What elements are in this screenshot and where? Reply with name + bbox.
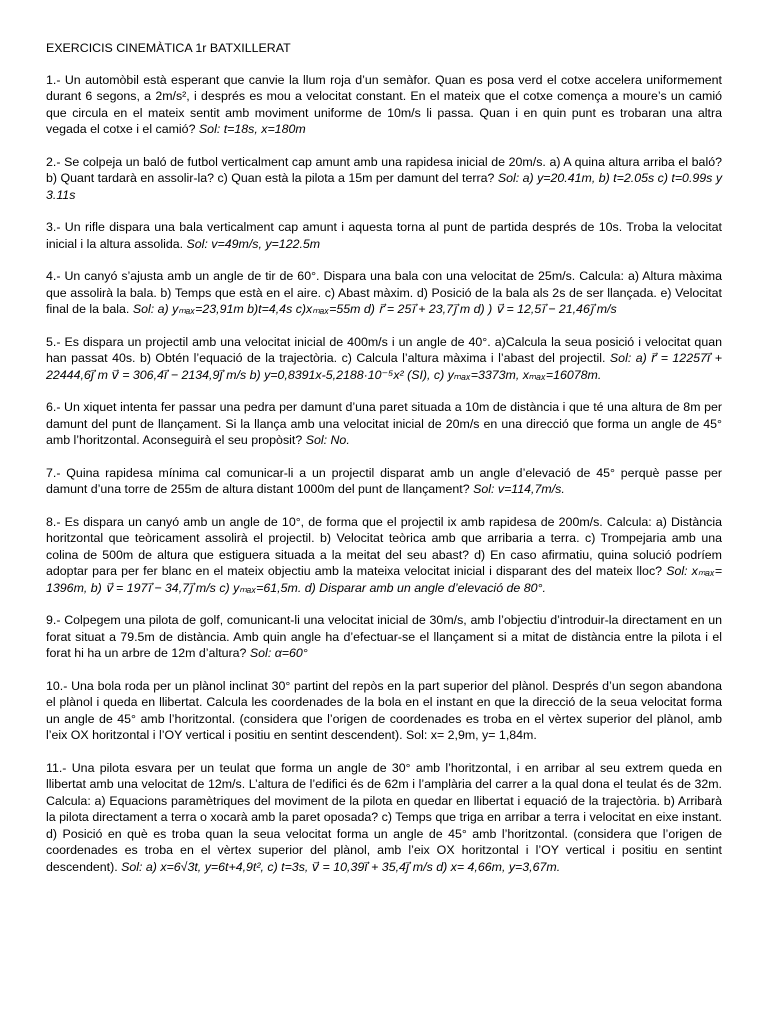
problem-text: 1.- Un automòbil està esperant que canvie la llum roja d’un semàfor. Quan es posa verd el cotxe accelera uniformement durant 6 segons, a 2m/s², i després es mou a velocitat constant. En el mateix que el cotxe comença a moure’s un camió que circula en el mateix sentit amb moviment uniforme de 10m/s li passa. Quan i en quin punt es trobaran una altra vegada el cotxe i el camió? xyxy=(46,72,722,136)
solution: Sol: a) r⃗ = 12257i⃗ + 22444,6j⃗ m v⃗ = 306,4i⃗ − 2134,9j⃗ m/s b) y=0,8391x-5,2188·10⁻⁵x² (SI), c) yₘₐₓ=3373m, xₘₐₓ=16078m. xyxy=(46,351,722,382)
problem-11 xyxy=(46,760,722,876)
problem-4 xyxy=(46,268,722,318)
problem-text: 5.- Es dispara un projectil amb una velocitat inicial de 400m/s i un angle de 40°. a)Calcula la seua posició i velocitat quan han passat 40s. b) Obtén l’equació de la trajectòria. c) Calcula l’altura màxima i l’abast del projectil. xyxy=(46,334,722,365)
document-title: EXERCICIS CINEMÀTICA 1r BATXILLERAT xyxy=(46,41,291,55)
problem-3 xyxy=(46,219,722,252)
problem-text: 3.- Un rifle dispara una bala verticalment cap amunt i aquesta torna al punt de partida després de 10s. Troba la velocitat inicial i la altura assolida. xyxy=(46,220,722,251)
problem-text: 2.- Se colpeja un baló de futbol verticalment cap amunt amb una rapidesa inicial de 20m/s. a) A quina altura arriba el baló? b) Quant tardarà en assolir-la? c) Quan està la pilota a 15m per damunt del terra? xyxy=(46,154,722,185)
problem-8 xyxy=(46,514,722,597)
solution: Sol: t=18s, x=180m xyxy=(198,122,306,136)
problem-7 xyxy=(46,465,722,498)
problem-text: 4.- Un canyó s’ajusta amb un angle de tir de 60°. Dispara una bala con una velocitat de 25m/s. Calcula: a) Altura màxima que assolirà la bala. b) Temps que està en el aire. c) Abast màxim. d) Posició de la bala als 2s de ser llançada. e) Velocitat final de la bala. xyxy=(46,269,722,316)
problem-text: 7.- Quina rapidesa mínima cal comunicar-li a un projectil disparat amb un angle d’elevació de 45° perquè passe per damunt d’una torre de 255m de altura distant 1000m del punt de llançament? xyxy=(46,465,722,496)
problem-text: 9.- Colpegem una pilota de golf, comunicant-li una velocitat inicial de 30m/s, amb l’objectiu d’introduir-la directament en un forat situat a 79.5m de distància. Amb quin angle ha d’efectuar-se el llançament si a mitat de distància entre la pilota i el forat hi ha un arbre de 12m d’altura? xyxy=(46,613,722,660)
solution: Sol: a) x=6√3t, y=6t+4,9t², c) t=3s, v⃗ = 10,39i⃗ + 35,4j⃗ m/s d) x= 4,66m, y=3,67m. xyxy=(121,859,561,874)
problem-5 xyxy=(46,334,722,384)
problem-6 xyxy=(46,399,722,449)
problem-text: 6.- Un xiquet intenta fer passar una pedra per damunt d’una paret situada a 10m de distància i que té una altura de 8m per damunt del punt de llançament. Si la llança amb una velocitat inicial de 20m/s en una direcció que forma un angle de 45° amb l’horitzontal. Aconseguirà el seu propòsit? xyxy=(46,400,722,447)
problem-1 xyxy=(46,72,722,138)
solution: Sol: No. xyxy=(305,433,350,447)
problem-text: 10.- Una bola roda per un plànol inclinat 30° partint del repòs en la part superior del plànol. Després d’un segon abandona el plànol i queda en llibertat. Calcula les coordenades de la bola en el instant en que la direcció de la seua velocitat forma un angle de 45° amb l’horitzontal. (considera que l’origen de coordenades es troba en el vèrtex superior del plànol, amb l’eix OX horitzontal i l’OY vertical i positiu en sentint descendent). Sol: x= 2,9m, y= 1,84m. xyxy=(46,678,722,742)
problem-10 xyxy=(46,678,722,744)
problem-9 xyxy=(46,612,722,662)
solution: Sol: a) yₘₐₓ=23,91m b)t=4,4s c)xₘₐₓ=55m d) r⃗ = 25i⃗ + 23,7j⃗ m d) ) v⃗ = 12,5i⃗ − 21,46j⃗ m/s xyxy=(132,302,617,316)
problem-2 xyxy=(46,154,722,204)
solution: Sol: v=49m/s, y=122.5m xyxy=(186,236,321,251)
solution: Sol: v=114,7m/s. xyxy=(473,482,565,496)
problem-text: 11.- Una pilota esvara per un teulat que forma un angle de 30° amb l’horitzontal, i en arribar al seu extrem queda en llibertat amb una velocitat de 12m/s. L’altura de l’edifici és de 62m i l’amplària del carrer a la qual dona el teulat és de 32m. Calcula: a) Equacions paramètriques del moviment de la pilota en quedar en llibertat i equació de la trajectòria. b) Arribarà la pilota directament a terra o xocarà amb la paret oposada? c) Temps que triga en arribar a terra i velocitat en eixe instant. d) Posició en què es troba quan la seua velocitat forma un angle de 45° amb l’horitzontal. (considera que l’origen de coordenades es troba en el vèrtex superior del plànol, amb l’eix OX horitzontal i l’OY vertical i positiu en sentint descendent). xyxy=(46,760,722,874)
problem-text: 8.- Es dispara un canyó amb un angle de 10°, de forma que el projectil ix amb rapidesa de 200m/s. Calcula: a) Distància horitzontal que teòricament assolirà el projectil. b) Velocitat teòrica amb que arribaria a terra. c) Trompejaria amb una colina de 500m de altura que estiguera situada a la meitat del seu abast? d) En caso afirmatiu, quina solució podríem adoptar para per fer blanc en el mateix objectiu amb la mateixa velocitat inicial i disparant des del mateix lloc? xyxy=(46,514,722,578)
solution: Sol: α=60° xyxy=(249,646,308,660)
document-page xyxy=(46,40,722,891)
solution: Sol: xₘₐₓ= 1396m, b) v⃗ = 197i⃗ − 34,7j⃗ m/s c) yₘₐₓ=61,5m. d) Disparar amb un angle d’elevació de 80°. xyxy=(46,564,722,595)
solution: Sol: a) y=20.41m, b) t=2.05s c) t=0.99s y 3.11s xyxy=(46,171,723,202)
